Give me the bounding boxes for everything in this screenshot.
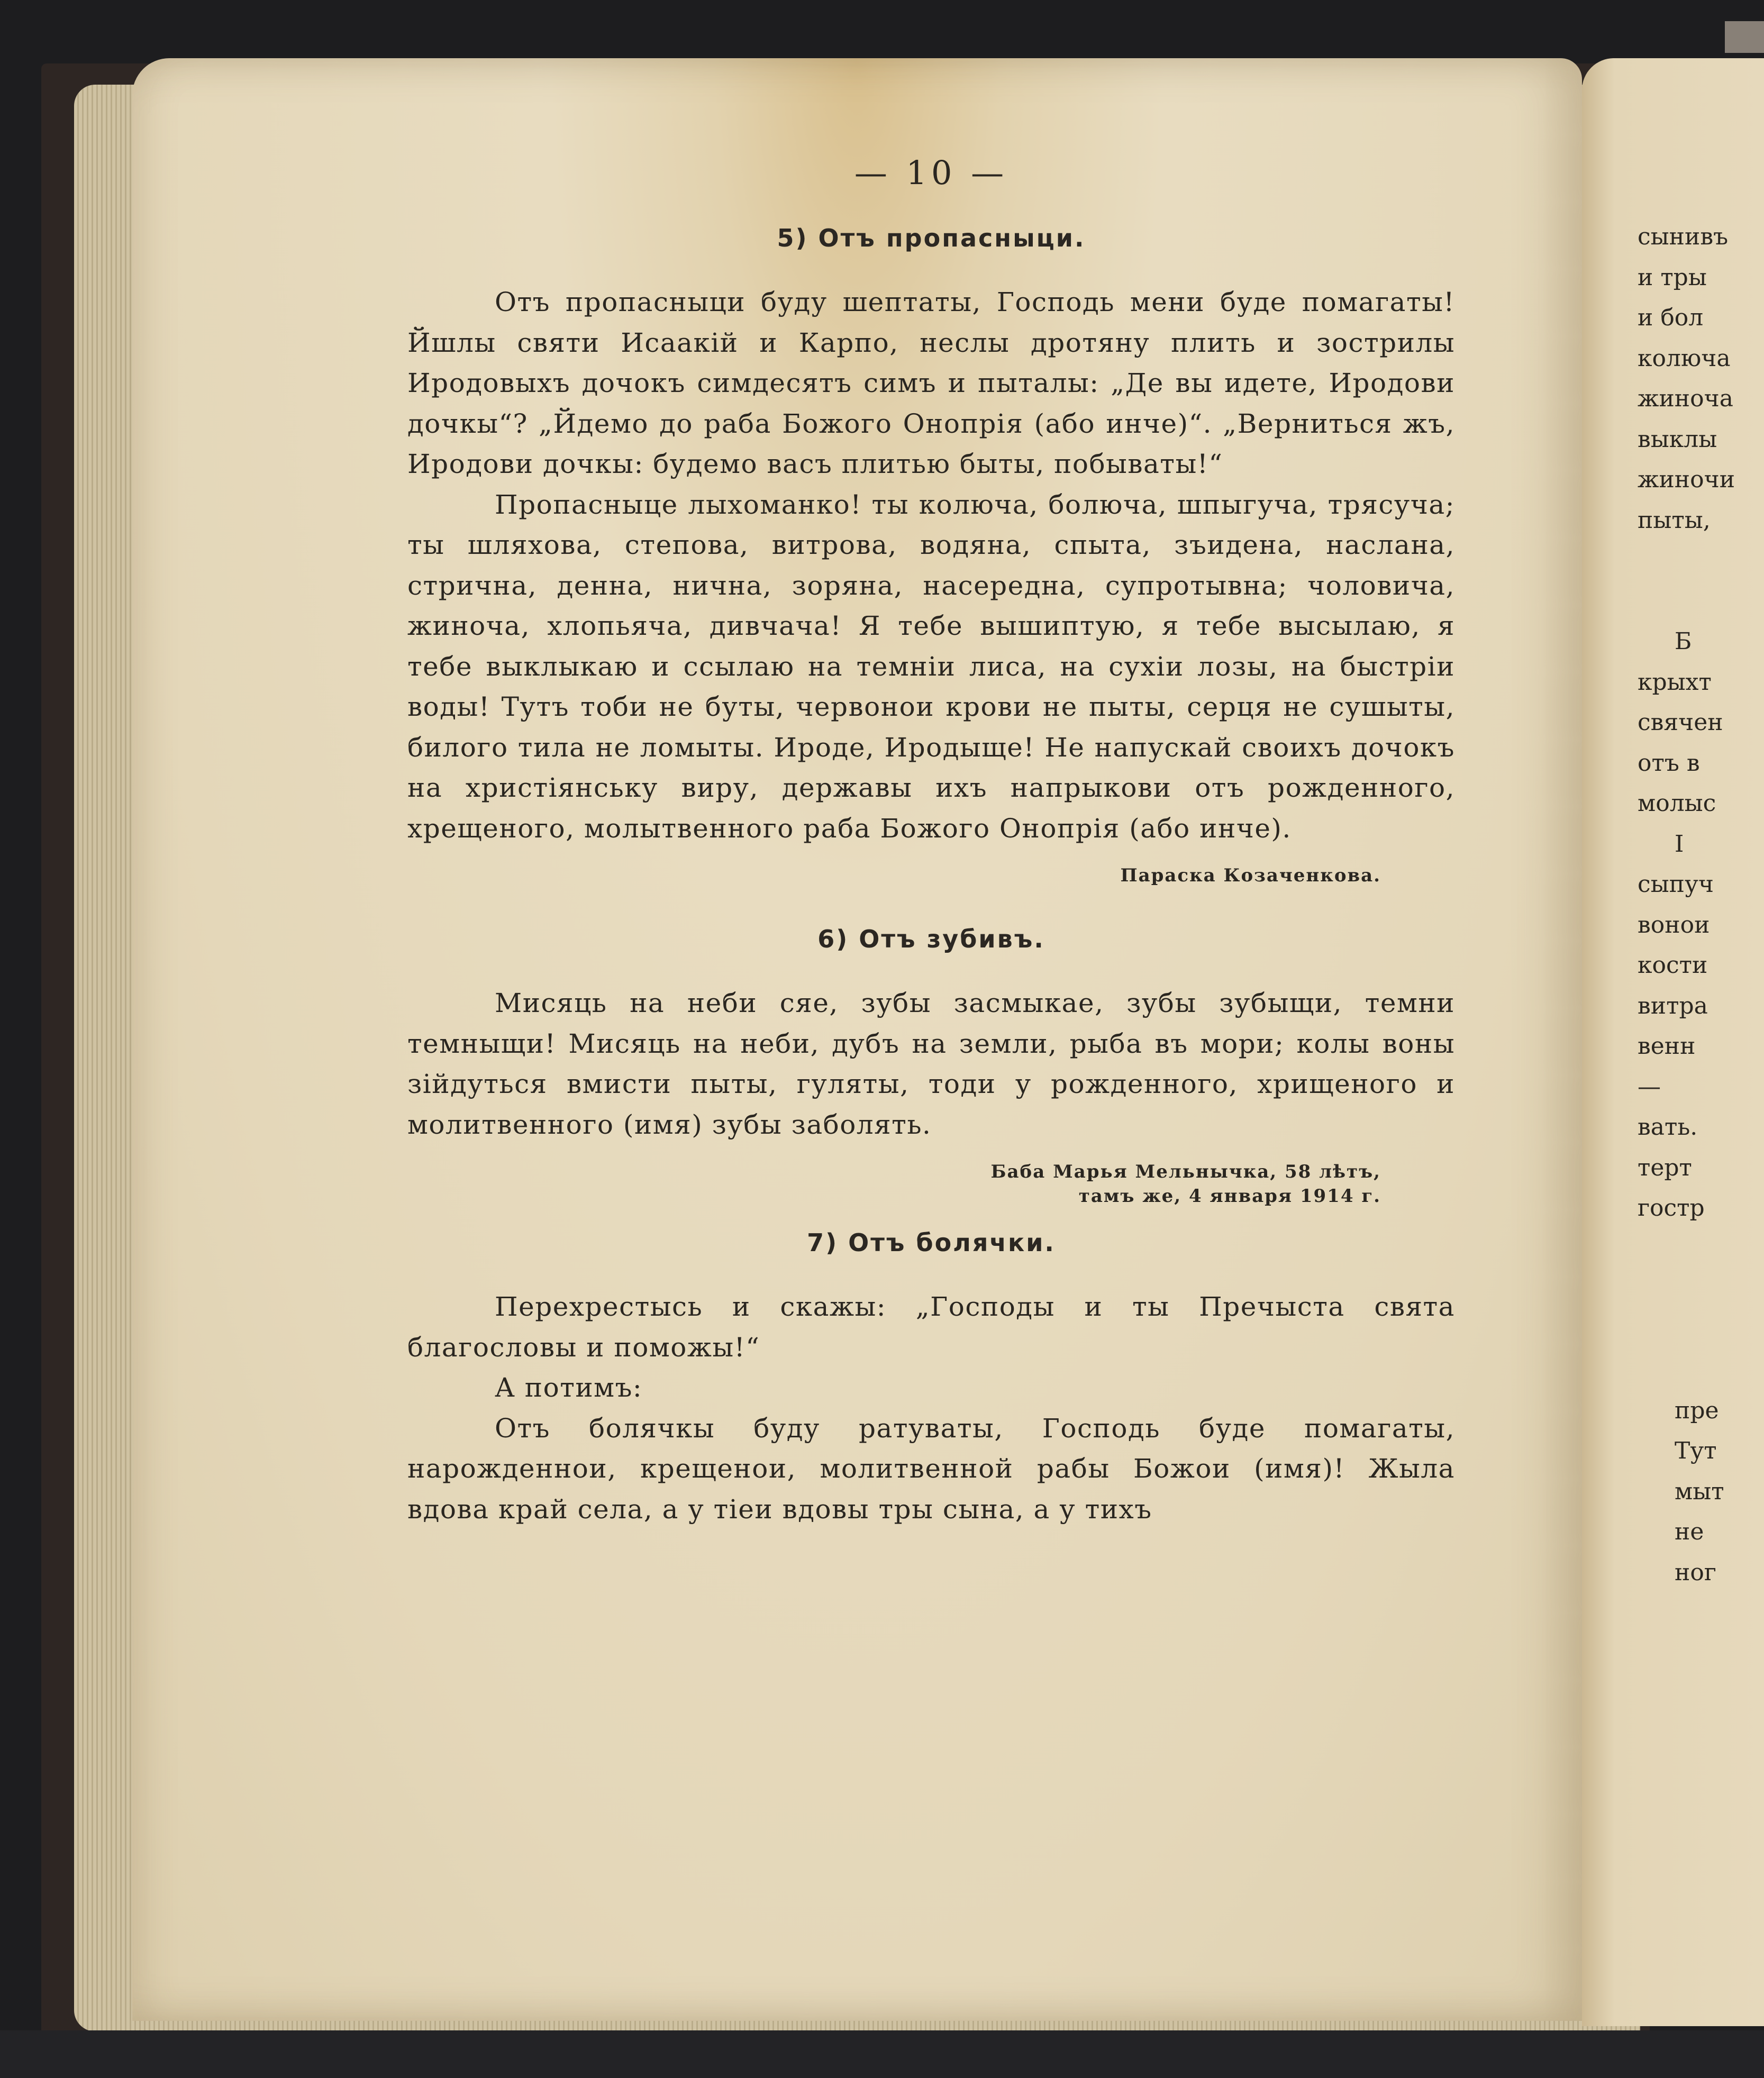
facing-line: жиноча <box>1638 385 1733 412</box>
facing-line: ног <box>1675 1558 1716 1586</box>
facing-line: крыхт <box>1638 668 1712 696</box>
scan-bottom-band <box>0 2030 1764 2078</box>
section-heading: 6) Отъ зубивъ. <box>817 925 1045 953</box>
facing-line: и тры <box>1638 263 1707 291</box>
attribution <box>407 1160 1381 1208</box>
facing-line: кости <box>1638 952 1708 979</box>
page-number: — 10 — <box>854 153 1008 192</box>
facing-line: венн <box>1638 1033 1696 1060</box>
attribution <box>407 863 1381 888</box>
attribution-line: тамъ же, 4 января 1914 г. <box>1078 1186 1381 1207</box>
facing-line: пре <box>1675 1397 1719 1424</box>
facing-line: Б <box>1675 628 1692 655</box>
paragraph: Пропасныце лыхоманко! ты колюча, болюча, шпыгуча, трясуча; ты шляхова, степова, витрова, водяна, спыта, зъидена, наслана, стрична, денна, нична, зоряна, насередна, супротывна; чоловича, жиноча, хлопьяча, дивчача! Я тебе вышиптую, я тебе высылаю, я тебе выклыкаю и ссылаю на темніи лиса, на сухіи лозы, на быстріи воды! Тутъ тоби не буты, червонои крови не пыты, серця не сушыты, билого тила не ломыты. Ироде, Иродыще! Не напускай своихъ дочокъ на христіянську виру, державы ихъ напрыкови отъ рожденного, хрещеного, молытвенного раба Божого Онопрія (або инче). <box>407 489 1455 844</box>
facing-line: и бол <box>1638 304 1704 331</box>
facing-line: не <box>1675 1518 1704 1545</box>
facing-line: мыт <box>1675 1478 1724 1505</box>
facing-line: терт <box>1638 1154 1692 1181</box>
facing-line: Тут <box>1675 1437 1717 1464</box>
facing-line: свячен <box>1638 709 1723 736</box>
page-content <box>407 153 1455 1529</box>
facing-line: выклы <box>1638 425 1717 453</box>
facing-line: витра <box>1638 992 1708 1019</box>
paragraph: А потимъ: <box>495 1372 643 1403</box>
facing-line: колюча <box>1638 344 1731 372</box>
paragraph: Отъ болячкы буду ратуваты, Господь буде помагаты, нарожденнои, крещенои, молитвенной рабы Божои (имя)! Жыла вдова край села, а у тіеи вдовы тры сына, а у тихъ <box>407 1412 1455 1525</box>
facing-line: сыпуч <box>1638 871 1714 898</box>
section-heading: 7) Отъ болячки. <box>807 1228 1056 1257</box>
facing-line: — <box>1638 1073 1661 1100</box>
facing-line: сынивъ <box>1638 223 1729 250</box>
attribution-line: Параска Козаченкова. <box>1120 865 1381 886</box>
facing-line: гостр <box>1638 1195 1705 1222</box>
scan-edge-marker <box>1725 21 1764 53</box>
facing-page-text <box>1638 217 1764 1593</box>
paragraph: Перехрестысь и скажы: „Господы и ты Пречыста свята благословы и поможы!“ <box>407 1291 1455 1363</box>
facing-line: вонои <box>1638 911 1710 938</box>
facing-line: жиночи <box>1638 466 1735 493</box>
section-heading: 5) Отъ пропасныци. <box>777 224 1086 252</box>
facing-line: молыс <box>1638 790 1716 817</box>
facing-line: І <box>1675 830 1684 858</box>
facing-line: отъ в <box>1638 749 1700 777</box>
facing-line: вать. <box>1638 1114 1698 1141</box>
paragraph: Отъ пропасныци буду шептаты, Господь мени буде помагаты! Йшлы святи Исаакій и Карпо, неслы дротяну плить и зострилы Иродовыхъ дочокъ симдесятъ симъ и пыталы: „Де вы идете, Иродови дочкы“? „Йдемо до раба Божого Онопрія (або инче)“. „Верниться жъ, Иродови дочкы: будемо васъ плитью быты, побываты!“ <box>407 287 1455 479</box>
facing-line: пыты, <box>1638 506 1711 534</box>
paragraph: Мисяць на неби сяе, зубы засмыкае, зубы зубыщи, темни темныщи! Мисяць на неби, дубъ на земли, рыба въ мори; колы воны зійдуться вмисти пыты, гуляты, тоди у рожденного, хрищеного и молитвенного (имя) зубы заболять. <box>407 988 1455 1140</box>
attribution-line: Баба Марья Мельнычка, 58 лѣтъ, <box>990 1161 1381 1182</box>
